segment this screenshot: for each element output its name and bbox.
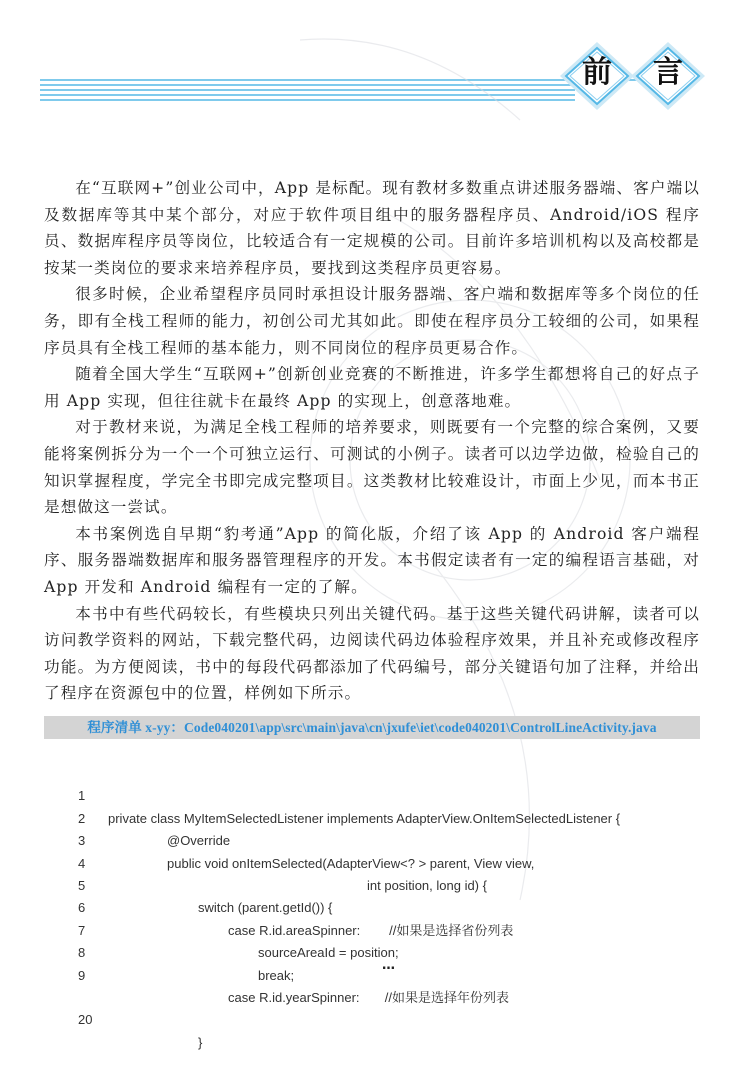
code-text: switch (parent.getId()) { [198,900,333,916]
code-text: break; [258,967,295,983]
code-text: } [198,1034,203,1050]
listing-caption: 程序清单 x-yy：Code040201\app\src\main\java\cn\jxufe\iet\code040201\ControlLineActivity.java [87,720,657,735]
line-number: 9 [78,967,86,983]
line-number: 8 [78,945,86,961]
code-line [78,763,708,826]
header-decoration [0,0,745,120]
line-number: 2 [78,810,86,826]
line-number: 6 [78,900,86,916]
code-text: private class MyItemSelectedListener implements AdapterView.OnItemSelectedListener { [108,810,621,826]
code-ellipsis: … [382,958,395,973]
line-number: 20 [78,1012,93,1028]
preface-body [44,175,700,707]
code-text: int position, long id) { [367,877,487,893]
paragraph-5: 本书案例选自早期“豹考通”App 的简化版，介绍了该 App 的 Android 客户端程序、服务器端数据库和服务器管理程序的开发。本书假定读者有一定的编程语言基础，对 App 开发和 Android 编程有一定的了解。 [44,524,700,596]
title-char-1: 前 [582,55,612,90]
paragraph-3: 随着全国大学生“互联网+”创新创业竞赛的不断推进，许多学生都想将自己的好点子用 App 实现，但往往就卡在最终 App 的实现上，创意落地难。 [44,365,700,410]
paragraph-4: 对于教材来说，为满足全栈工程师的培养要求，则既要有一个完整的综合案例，又要能将案例拆分为一个一个可独立运行、可测试的小例子。读者可以边学边做，检验自己的知识掌握程度，学完全书即完成完整项目。这类教材比较难设计，市面上少见，而本书正是想做这一尝试。 [44,418,700,517]
code-text: case R.id.yearSpinner: //如果是选择年份列表 [228,989,510,1005]
code-text: @Override [167,833,231,849]
line-number: 1 [78,788,86,804]
code-text: sourceAreaId = position; [258,945,399,961]
paragraph-1: 在“互联网+”创业公司中，App 是标配。现有教材多数重点讲述服务器端、客户端以及数据库等其中某个部分，对应于软件项目组中的服务器程序员、Android/iOS 程序员、数据库程序员等岗位，比较适合有一定规模的公司。目前许多培训机构以及高校都是按某一类岗位的要求来培养程序员，要找到这类程序员更容易。 [44,179,700,277]
code-line [78,987,708,1050]
paragraph-2: 很多时候，企业希望程序员同时承担设计服务器端、客户端和数据库等多个岗位的任务，即有全栈工程师的能力，初创公司尤其如此。即使在程序员分工较细的公司，如果程序员具有全栈工程师的基本能力，则不同岗位的程序员更易合作。 [44,285,700,357]
code-text: public void onItemSelected(AdapterView<? > parent, View view, [167,855,535,871]
line-number: 3 [78,833,86,849]
line-number: 4 [78,855,86,871]
title-char-2: 言 [653,55,683,90]
paragraph-6: 本书中有些代码较长，有些模块只列出关键代码。基于这些关键代码讲解，读者可以访问教学资料的网站，下载完整代码，边阅读代码边体验程序效果，并且补充或修改程序功能。为方便阅读，书中的每段代码都添加了代码编号，部分关键语句加了注释，并给出了程序在资源包中的位置，样例如下所示。 [44,604,700,703]
code-text: case R.id.areaSpinner: //如果是选择省份列表 [228,922,514,938]
listing-caption-bar [44,716,700,739]
line-number: 7 [78,922,86,938]
line-number: 5 [78,877,86,893]
